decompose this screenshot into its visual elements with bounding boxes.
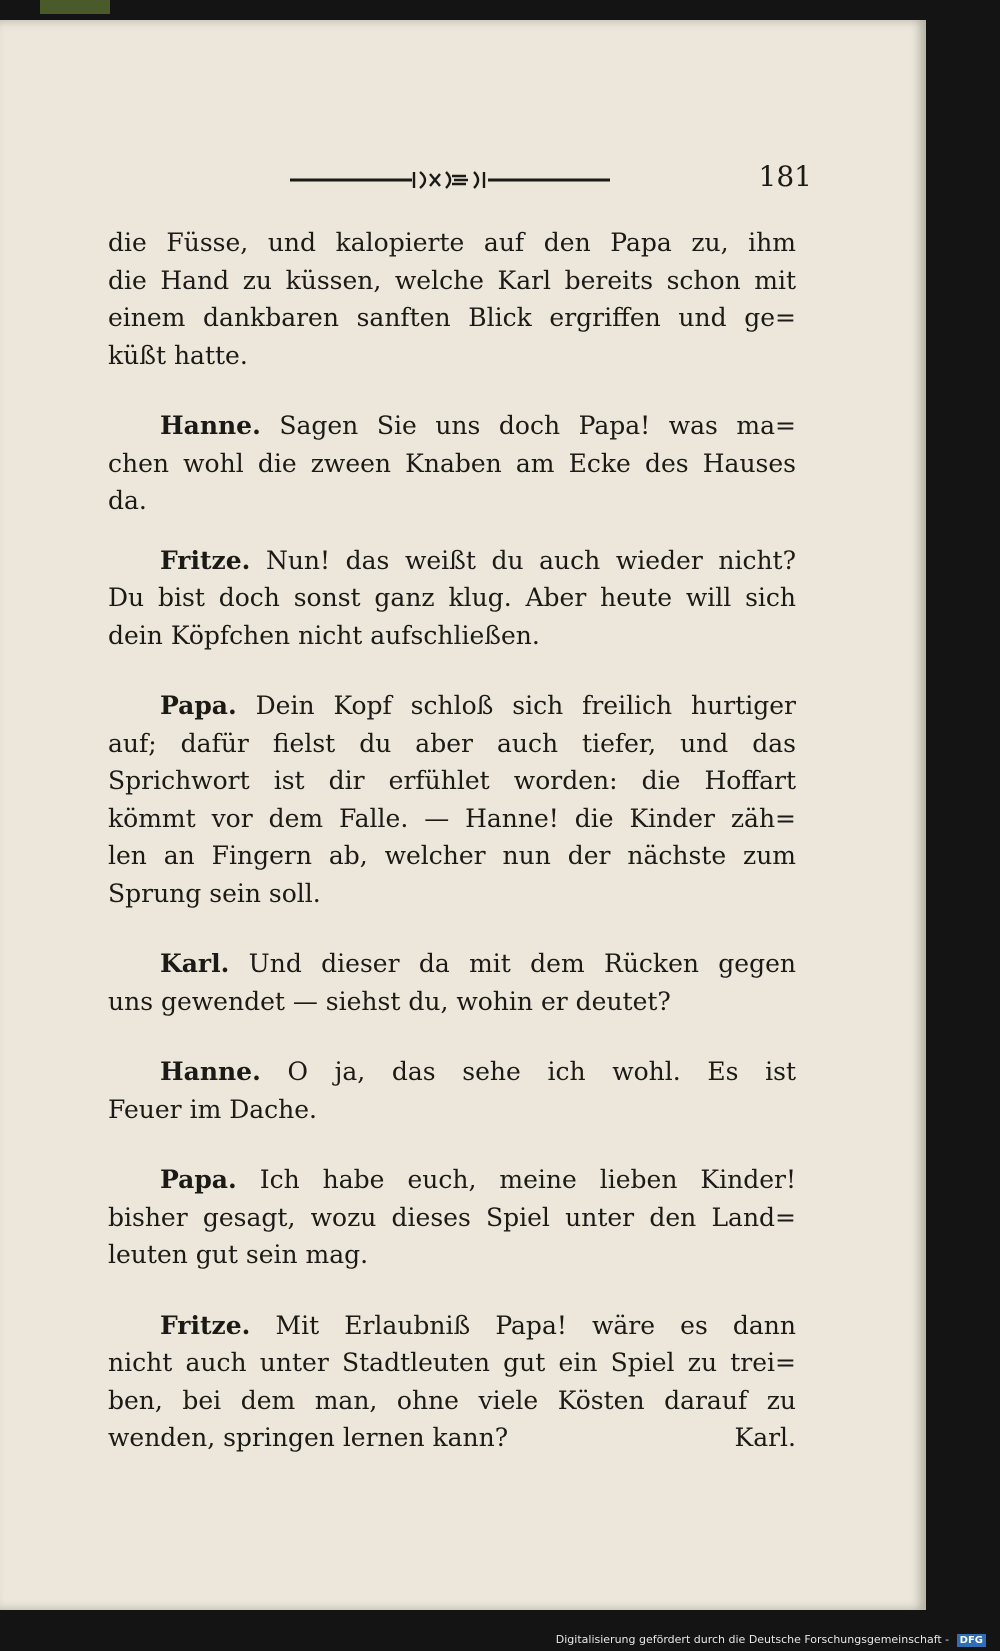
text-line (108, 1091, 796, 1129)
text-line (108, 1236, 796, 1274)
speaker-name: Papa. (160, 691, 237, 720)
line-text: Sprung sein soll. (108, 878, 321, 908)
dialogue-paragraph (108, 945, 796, 1020)
page-body (108, 224, 796, 1457)
line-text: chen wohl die zween Knaben am Ecke des Hauses (108, 448, 796, 478)
line-text: auf; dafür fielst du aber auch tiefer, und das (108, 728, 796, 758)
dialogue-paragraph (108, 687, 796, 912)
text-line (108, 762, 796, 800)
page-number: 181 (758, 160, 812, 193)
line-text: kömmt vor dem Falle. — Hanne! die Kinder zäh= (108, 803, 796, 833)
text-line (108, 579, 796, 617)
speaker-name: Karl. (160, 949, 230, 978)
line-text: die Füsse, und kalopierte auf den Papa zu, ihm (108, 228, 796, 257)
text-line (108, 1307, 796, 1345)
text-line (108, 945, 796, 983)
line-text: da. (108, 486, 147, 515)
book-page (0, 20, 926, 1610)
text-line (108, 1344, 796, 1382)
text-line (108, 445, 796, 483)
text-line (108, 224, 796, 262)
book-edge (40, 0, 110, 14)
line-text: Mit Erlaubniß Papa! wäre es dann (275, 1310, 797, 1340)
text-line (108, 1161, 796, 1199)
speaker-name: Hanne. (160, 411, 261, 440)
text-line (108, 482, 796, 520)
line-text: wenden, springen lernen kann? (108, 1423, 509, 1452)
line-text: Ich habe euch, meine lieben Kinder! (259, 1165, 796, 1194)
line-text: uns gewendet — siehst du, wohin er deutet? (108, 986, 671, 1016)
text-line (108, 1199, 796, 1237)
line-text: dein Köpfchen nicht aufschließen. (108, 620, 540, 650)
dialogue-paragraph (108, 1307, 796, 1457)
line-text: Sprichwort ist dir erfühlet worden: die Hoffart (108, 766, 796, 795)
text-line (108, 542, 796, 580)
text-line (108, 837, 796, 875)
text-line (108, 1053, 796, 1091)
speaker-name: Papa. (160, 1165, 237, 1194)
dialogue-paragraph (108, 1053, 796, 1128)
line-text: küßt hatte. (108, 340, 248, 370)
line-text: Und dieser da mit dem Rücken gegen (248, 949, 796, 978)
line-text: Feuer im Dache. (108, 1094, 318, 1124)
narrative-paragraph (108, 224, 796, 374)
line-text: len an Fingern ab, welcher nun der nächste zum (108, 841, 796, 870)
line-text: ben, bei dem man, ohne viele Kösten darauf zu (108, 1385, 796, 1415)
dfg-logo: DFG (957, 1634, 986, 1647)
line-text: die Hand zu küssen, welche Karl bereits schon mit (108, 265, 796, 295)
ornament-divider (290, 168, 610, 192)
text-line (108, 983, 796, 1021)
speaker-name: Fritze. (160, 1310, 251, 1340)
credit-text: Digitalisierung gefördert durch die Deutsche Forschungsgemeinschaft - (555, 1633, 950, 1646)
speaker-name: Fritze. (160, 545, 251, 575)
dialogue-paragraph (108, 542, 796, 655)
line-text: nicht auch unter Stadtleuten gut ein Spiel zu trei= (108, 1348, 796, 1377)
line-text: Dein Kopf schloß sich freilich hurtiger (255, 691, 796, 720)
text-line (108, 725, 796, 763)
line-text: Sagen Sie uns doch Papa! was ma= (279, 411, 796, 440)
text-line (108, 337, 796, 375)
text-line (108, 299, 796, 337)
text-line (108, 262, 796, 300)
line-text: O ja, das sehe ich wohl. Es ist (287, 1057, 796, 1086)
line-text: Nun! das weißt du auch wieder nicht? (265, 545, 797, 575)
line-text: Du bist doch sonst ganz klug. Aber heute will sich (108, 583, 796, 612)
text-line (108, 875, 796, 913)
text-line (108, 800, 796, 838)
text-line (108, 1419, 796, 1457)
page-header (108, 160, 812, 200)
line-text: bisher gesagt, wozu dieses Spiel unter den Land= (108, 1202, 796, 1232)
text-line (108, 407, 796, 445)
dialogue-paragraph (108, 407, 796, 520)
speaker-name: Hanne. (160, 1057, 261, 1086)
text-line (108, 617, 796, 655)
dialogue-paragraph (108, 1161, 796, 1274)
text-line (108, 1382, 796, 1420)
catchword: Karl. (734, 1423, 796, 1452)
line-text: leuten gut sein mag. (108, 1240, 369, 1269)
digitization-credit (556, 1633, 986, 1647)
text-line (108, 687, 796, 725)
line-text: einem dankbaren sanften Blick ergriffen und ge= (108, 303, 796, 332)
